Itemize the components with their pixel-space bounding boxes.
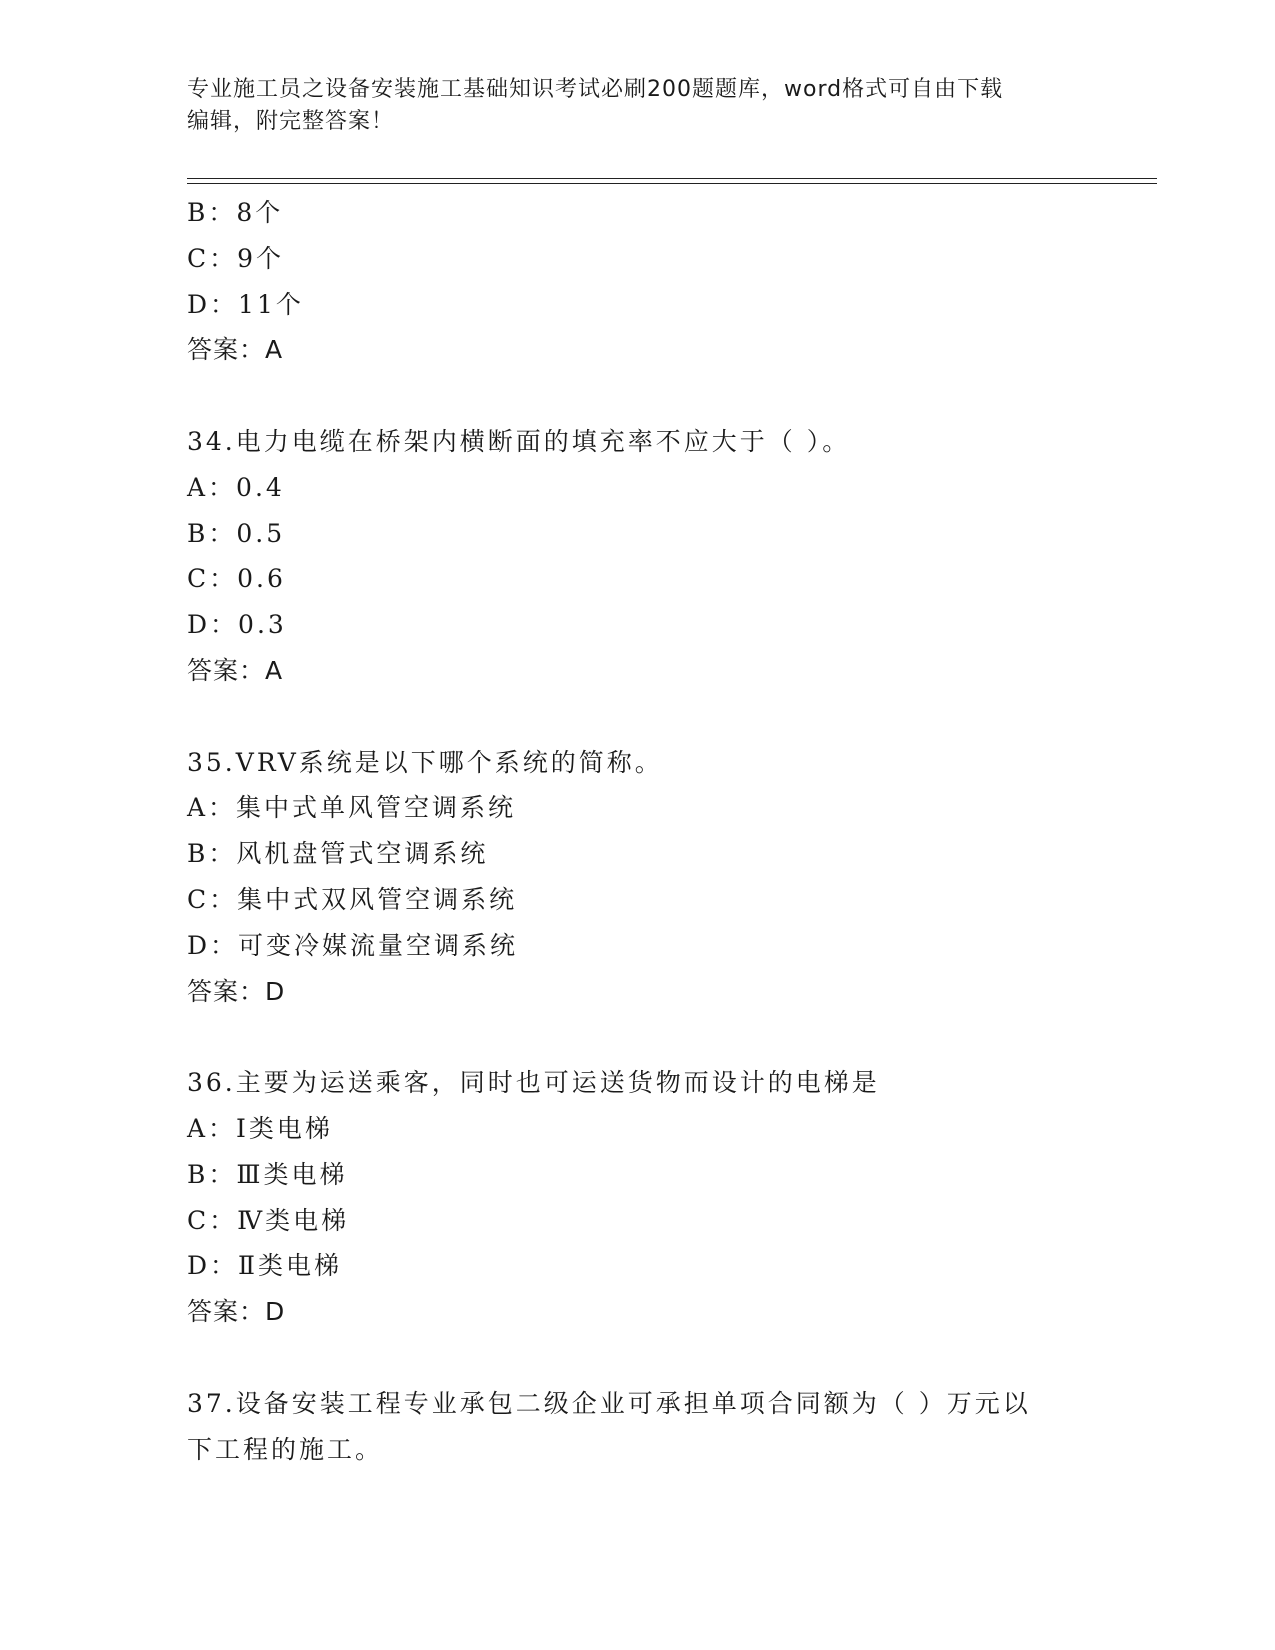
answer-line: 答案：D <box>187 1297 286 1327</box>
option-b: B：Ⅲ类电梯 <box>187 1159 348 1189</box>
answer-line: 答案：A <box>187 335 284 365</box>
option-a: A：0.4 <box>187 472 285 502</box>
spacer <box>187 694 1087 740</box>
header-divider-bottom <box>187 183 1157 184</box>
spacer <box>187 373 1087 419</box>
option-c: C：0.6 <box>187 564 286 594</box>
answer-line: 答案：A <box>187 655 284 685</box>
option-c: C：集中式双风管空调系统 <box>187 884 518 914</box>
question-text: 35.VRV系统是以下哪个系统的简称。 <box>187 747 663 777</box>
question-list <box>187 190 1087 1472</box>
question-text: 36.主要为运送乘客，同时也可运送货物而设计的电梯是 <box>187 1068 880 1098</box>
option-a: A：Ⅰ类电梯 <box>187 1113 333 1143</box>
option-c: C：Ⅳ类电梯 <box>187 1205 350 1235</box>
question-34 <box>187 419 1087 694</box>
question-37 <box>187 1381 1087 1473</box>
option-b: B：风机盘管式空调系统 <box>187 839 489 869</box>
header-line-2: 编辑，附完整答案！ <box>187 109 395 134</box>
option-b: B：0.5 <box>187 518 286 548</box>
option-d: D：11个 <box>187 289 304 319</box>
question-35 <box>187 740 1087 1015</box>
question-text: 34.电力电缆在桥架内横断面的填充率不应大于（ ）。 <box>187 426 851 456</box>
header-line-1: 专业施工员之设备安装施工基础知识考试必刷200题题库，word格式可自由下载 <box>187 77 1004 102</box>
question-text-line-2: 下工程的施工。 <box>187 1434 384 1464</box>
question-text-line-1: 37.设备安装工程专业承包二级企业可承担单项合同额为（ ）万元以 <box>187 1388 1031 1418</box>
option-d: D：Ⅱ类电梯 <box>187 1251 343 1281</box>
option-d: D：可变冷媒流量空调系统 <box>187 930 519 960</box>
option-c: C：9个 <box>187 243 285 273</box>
answer-line: 答案：D <box>187 976 286 1006</box>
option-a: A：集中式单风管空调系统 <box>187 793 517 823</box>
document-header <box>187 74 1067 138</box>
question-33-tail <box>187 190 1087 373</box>
option-d: D：0.3 <box>187 610 287 640</box>
question-36 <box>187 1060 1087 1335</box>
spacer <box>187 1335 1087 1381</box>
option-b: B：8个 <box>187 198 284 227</box>
header-divider-top <box>187 178 1157 179</box>
spacer <box>187 1014 1087 1060</box>
